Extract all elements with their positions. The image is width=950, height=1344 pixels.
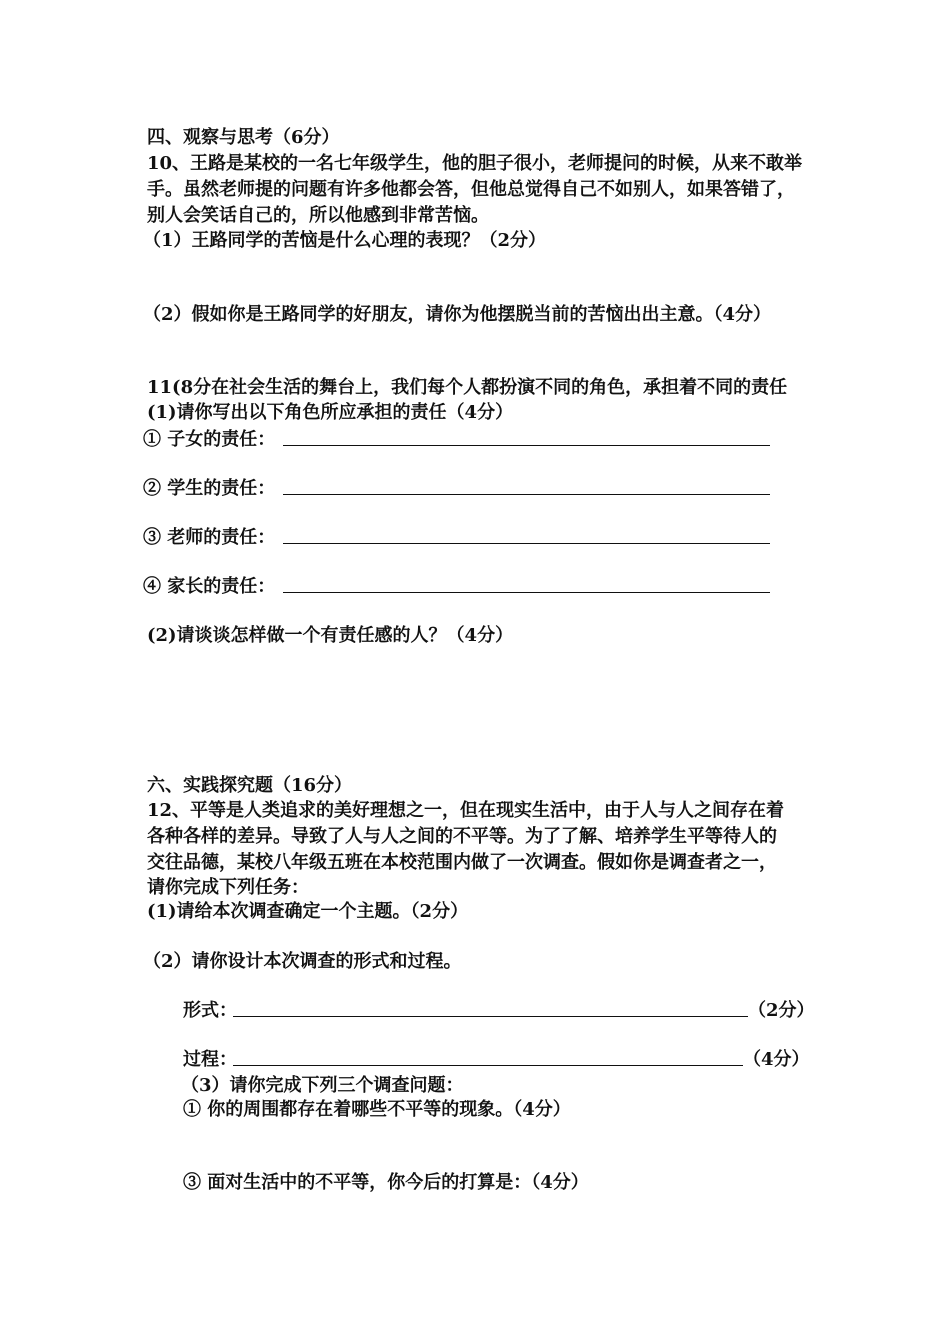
question-10-part-1: （1）王路同学的苦恼是什么心理的表现？（2分）: [143, 230, 547, 251]
form-score: （2分）: [748, 1000, 815, 1021]
question-10-part-2: （2）假如你是王路同学的好朋友，请你为他摆脱当前的苦恼出出主意。（4分）: [143, 304, 772, 325]
process-label: 过程：: [183, 1049, 237, 1070]
question-11-part-2: (2)请谈谈怎样做一个有责任感的人？（4分）: [147, 625, 514, 646]
answer-blank-form[interactable]: [233, 1016, 748, 1017]
question-12-stem-line: 各种各样的差异。导致了人与人之间的不平等。为了了解、培养学生平等待人的: [147, 826, 777, 847]
section-heading: 六、实践探究题（16分）: [147, 775, 353, 796]
role-label-parent: ④ 家长的责任：: [143, 576, 276, 597]
answer-blank-teacher[interactable]: [283, 543, 770, 544]
question-10-stem-line: 别人会笑话自己的，所以他感到非常苦恼。: [147, 205, 489, 226]
answer-blank-student[interactable]: [283, 494, 770, 495]
question-12-stem-line: 交往品德，某校八年级五班在本校范围内做了一次调查。假如你是调查者之一，: [147, 852, 777, 873]
section-heading: 四、观察与思考（6分）: [147, 127, 340, 148]
question-10-stem-line: 10、王路是某校的一名七年级学生，他的胆子很小，老师提问的时候，从来不敢举: [147, 153, 803, 174]
form-label: 形式：: [183, 1000, 237, 1021]
role-label-teacher: ③ 老师的责任：: [143, 527, 276, 548]
question-12-part-1: (1)请给本次调查确定一个主题。（2分）: [147, 901, 469, 922]
question-10-stem-line: 手。虽然老师提的问题有许多他都会答，但他总觉得自己不如别人，如果答错了，: [147, 179, 795, 200]
question-12-part-3: （3）请你完成下列三个调查问题：: [181, 1075, 464, 1096]
process-score: （4分）: [743, 1049, 810, 1070]
question-11-part-1: (1)请你写出以下角色所应承担的责任（4分）: [147, 402, 514, 423]
role-label-student: ② 学生的责任：: [143, 478, 276, 499]
question-12-stem-line: 12、平等是人类追求的美好理想之一，但在现实生活中，由于人与人之间存在着: [147, 800, 785, 821]
question-12-item-1: ① 你的周围都存在着哪些不平等的现象。（4分）: [183, 1099, 571, 1120]
question-12-part-2: （2）请你设计本次调查的形式和过程。: [143, 951, 462, 972]
question-12-item-3: ③ 面对生活中的不平等，你今后的打算是：（4分）: [183, 1172, 589, 1193]
role-label-child: ① 子女的责任：: [143, 429, 276, 450]
question-11-stem: 11(8分在社会生活的舞台上，我们每个人都扮演不同的角色，承担着不同的责任: [147, 377, 788, 398]
answer-blank-parent[interactable]: [283, 592, 770, 593]
answer-blank-process[interactable]: [233, 1065, 743, 1066]
question-12-stem-line: 请你完成下列任务：: [147, 877, 309, 898]
answer-blank-child[interactable]: [283, 445, 770, 446]
